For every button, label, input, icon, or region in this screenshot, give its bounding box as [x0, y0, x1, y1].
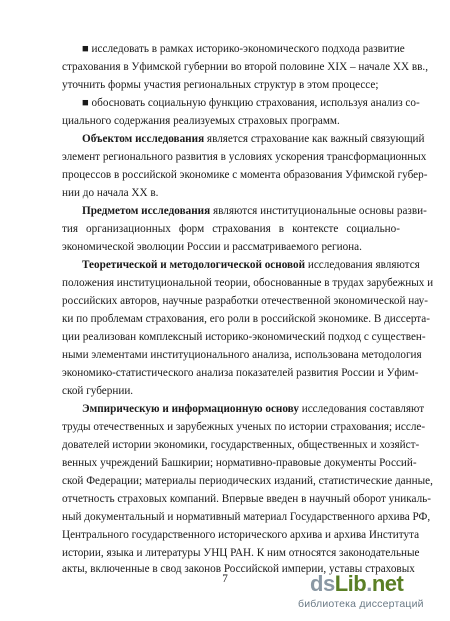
bold-term: Объектом исследования: [82, 133, 205, 145]
text-line: элемент регионального развития в условиях ускорения трансформационных: [62, 151, 427, 163]
text-line: экономической эволюции России и рассматриваемого региона.: [62, 241, 362, 253]
text-line: ными элементами институционального анализа, использована методология: [62, 349, 422, 361]
bold-term: Предметом исследования: [82, 205, 211, 217]
text-line: российских авторов, научные разработки отечественной экономической нау-: [62, 295, 428, 307]
text-line: Эмпирическую и информационную основу исследования составляют: [82, 403, 425, 415]
text-line: венных учреждений Башкирии; нормативно-правовые документы Россий-: [62, 457, 417, 469]
text-line: Теоретической и методологической основой исследования являются: [82, 259, 420, 271]
dslib-logo[interactable]: [298, 571, 446, 617]
text-line: циального содержания реализуемых страховых программ.: [62, 115, 340, 127]
text-line: уточнить формы участия региональных структур в этом процессе;: [62, 79, 379, 91]
text-line: страхования в Уфимской губернии во второй половине XIX – начале XX вв.,: [62, 61, 429, 73]
text-line: нии до начала XX в.: [62, 187, 159, 199]
text-line: тия организационных форм страхования в контексте социально-: [62, 223, 400, 235]
text-line: процессов в российской экономике с момента образования Уфимской губер-: [62, 169, 428, 181]
bold-term: Теоретической и методологической основой: [82, 259, 306, 271]
text-line: ки по проблемам страхования, его роли в российской экономике. В диссерта-: [62, 313, 430, 325]
text-line: ный документальный и нормативный материал Государственного архива РФ,: [62, 511, 431, 523]
text-line: труды отечественных и зарубежных ученых по истории страхования; иссле-: [62, 421, 426, 433]
text-line: Предметом исследования являются институциональные основы разви-: [82, 205, 427, 217]
logo-subtitle: библиотека диссертаций: [298, 598, 424, 610]
logo-wordmark: dsLib.net: [310, 571, 404, 596]
text-line: дователей истории экономики, государственных, общественных и хозяйст-: [62, 439, 420, 451]
text-line: ■ обосновать социальную функцию страхования, используя анализ со-: [82, 97, 420, 109]
text-line: экономико-статистического анализа показателей развития России и Уфим-: [62, 367, 419, 379]
text-line: истории, языка и литературы УНЦ РАН. К ним относятся законодательные: [62, 547, 420, 559]
text-line: Объектом исследования является страхование как важный связующий: [82, 133, 425, 145]
text-line: акты, включенные в свод законов Российской империи, уставы страховых: [62, 563, 415, 575]
text-line: ■ исследовать в рамках историко-экономического подхода развитие: [82, 43, 405, 55]
text-line: Центрального государственного исторического архива и архива Института: [62, 529, 420, 541]
page-number: 7: [222, 573, 228, 585]
text-line: ской Федерации; материалы периодических изданий, статистические данные,: [62, 475, 433, 487]
text-line: ской губернии.: [62, 385, 134, 397]
text-line: отчетность страховых компаний. Впервые введен в научный оборот уникаль-: [62, 493, 431, 505]
text-line: положения институциональной теории, обоснованные в трудах зарубежных и: [62, 277, 434, 289]
bold-term: Эмпирическую и информационную основу: [82, 403, 299, 415]
text-line: ции реализован комплексный историко-экономический подход с существен-: [62, 331, 426, 343]
